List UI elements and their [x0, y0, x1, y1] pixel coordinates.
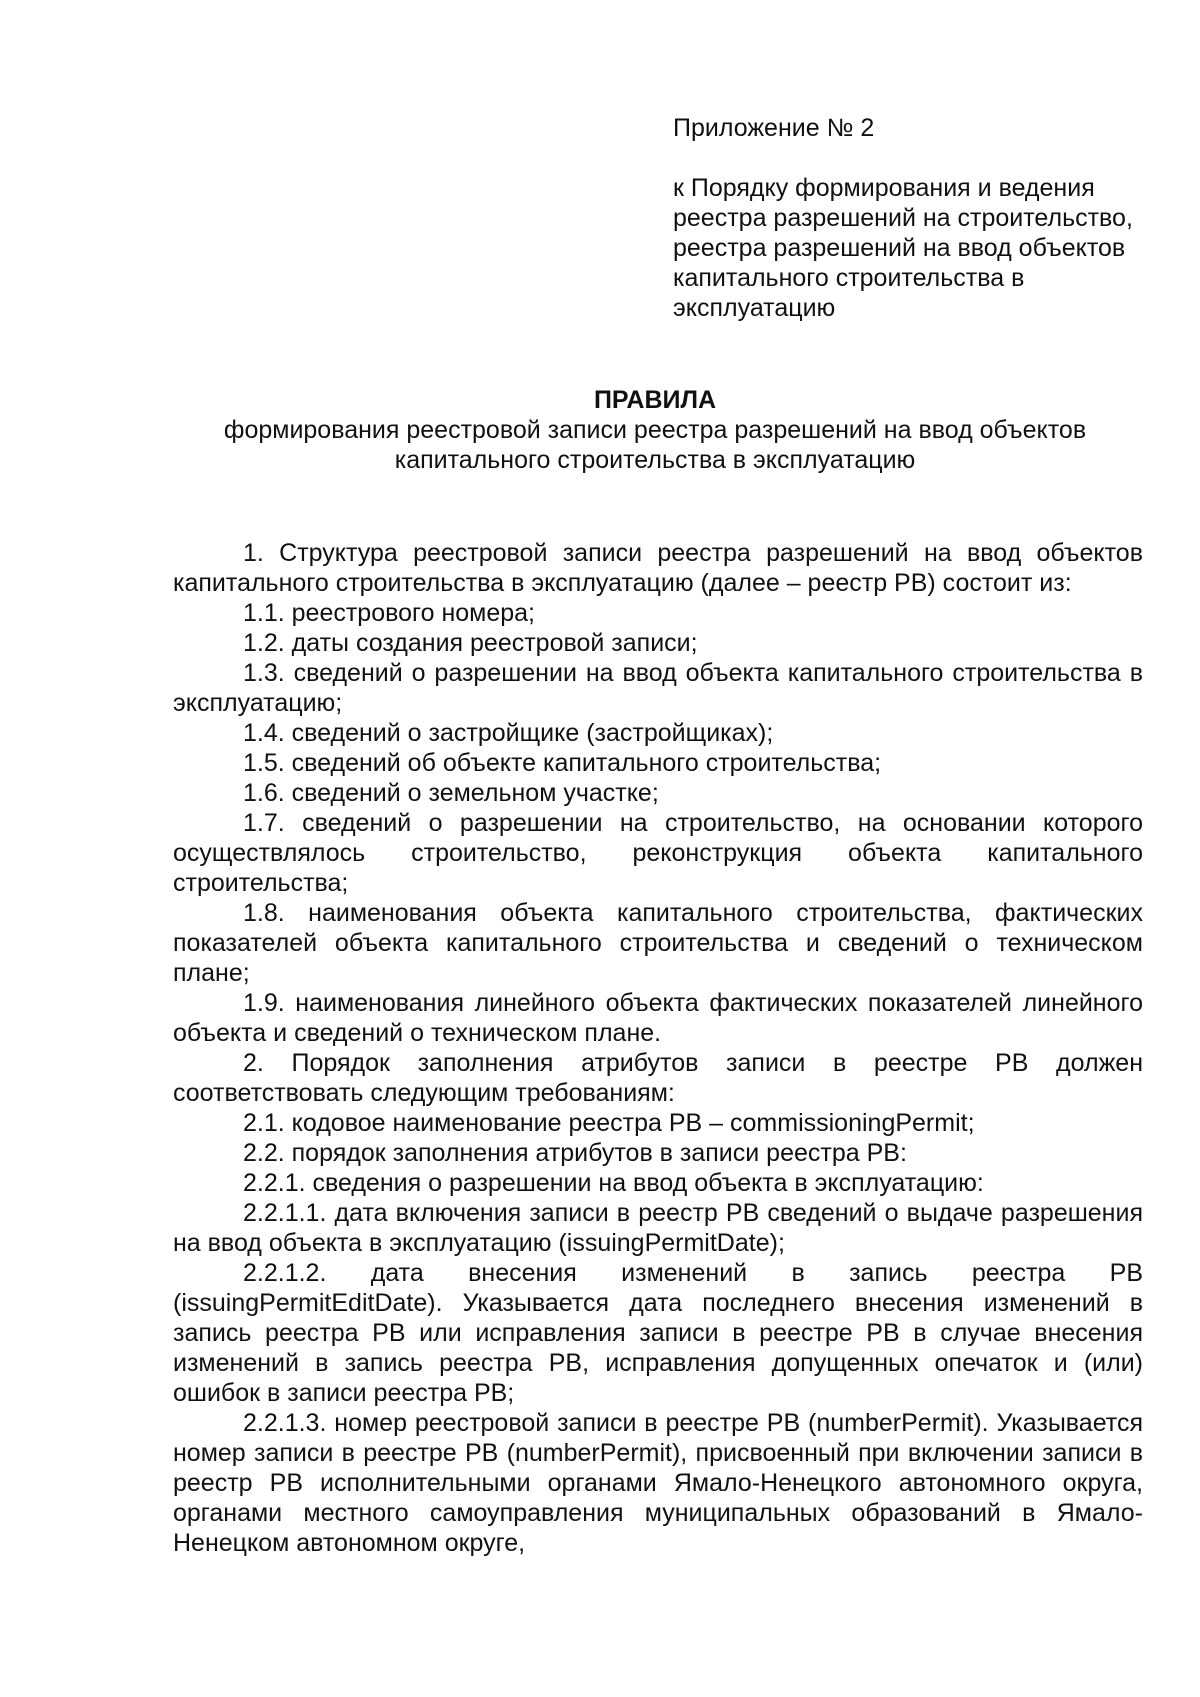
paragraph: 1. Структура реестровой записи реестра разрешений на ввод объектов капитального строительства в эксплуатацию (далее – реестр РВ) состоит из: — [173, 539, 1143, 597]
paragraph: 1.5. сведений об объекте капитального строительства; — [243, 749, 882, 777]
paragraph: 1.7. сведений о разрешении на строительство, на основании которого осуществлялось строительство, реконструкция объекта капитального строительства; — [173, 809, 1143, 897]
paragraph: 1.6. сведений о земельном участке; — [243, 779, 659, 807]
document-title: ПРАВИЛА — [593, 386, 717, 414]
paragraph: 2.2.1. сведения о разрешении на ввод объекта в эксплуатацию: — [243, 1169, 984, 1197]
paragraph: 2.1. кодовое наименование реестра РВ – commissioningPermit; — [243, 1109, 975, 1137]
document-body — [173, 538, 1143, 1558]
paragraph: 1.2. даты создания реестровой записи; — [243, 629, 698, 657]
paragraph: 2. Порядок заполнения атрибутов записи в реестре РВ должен соответствовать следующим требованиям: — [173, 1049, 1143, 1107]
paragraph: 2.2.1.3. номер реестровой записи в реестре РВ (numberPermit). Указывается номер записи в реестре РВ (numberPermit), присвоенный при включении записи в реестр РВ исполнительными органами Ямало-Ненецкого автономного округа, органами местного самоуправления муниципальных образований в Ямало-Ненецком автономном округе, — [173, 1409, 1143, 1557]
paragraph: 1.8. наименования объекта капитального строительства, фактических показателей объекта капитального строительства и сведений о техническом плане; — [173, 899, 1143, 987]
paragraph: 1.9. наименования линейного объекта фактических показателей линейного объекта и сведений о техническом плане. — [173, 989, 1143, 1047]
paragraph: 2.2. порядок заполнения атрибутов в записи реестра РВ: — [243, 1139, 907, 1167]
document-subtitle: формирования реестровой записи реестра разрешений на ввод объектов капитального строительства в эксплуатацию — [223, 416, 1087, 474]
paragraph: 1.4. сведений о застройщике (застройщиках); — [243, 719, 774, 747]
paragraph: 1.3. сведений о разрешении на ввод объекта капитального строительства в эксплуатацию; — [173, 659, 1143, 717]
appendix-number: Приложение № 2 — [673, 114, 875, 142]
paragraph: 1.1. реестрового номера; — [243, 599, 535, 627]
title-block — [170, 385, 1140, 475]
appendix-block — [673, 113, 1133, 323]
paragraph: 2.2.1.2. дата внесения изменений в запись реестра РВ (issuingPermitEditDate). Указывается дата последнего внесения изменений в запись реестра РВ или исправления записи в реестре РВ в случае внесения изменений в запись реестра РВ, исправления допущенных опечаток и (или) ошибок в записи реестра РВ; — [173, 1259, 1143, 1407]
paragraph: 2.2.1.1. дата включения записи в реестр РВ сведений о выдаче разрешения на ввод объекта в эксплуатацию (issuingPermitDate); — [173, 1199, 1143, 1257]
appendix-reference: к Порядку формирования и ведения реестра разрешений на строительство, реестра разрешений на ввод объектов капитального строительства в эксплуатацию — [673, 174, 1133, 322]
